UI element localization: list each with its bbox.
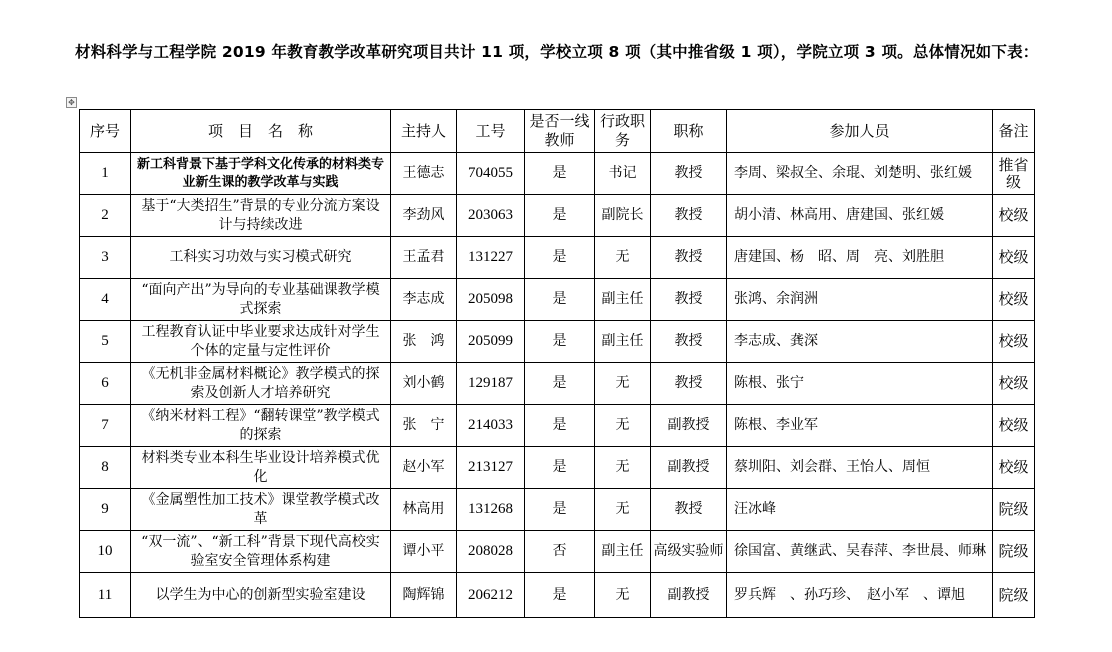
- cell-admin-role: 副主任: [595, 531, 651, 573]
- cell-admin-role: 无: [595, 447, 651, 489]
- cell-host: 赵小军: [391, 447, 457, 489]
- cell-note: 推省级: [993, 153, 1035, 195]
- cell-staff-id: 129187: [457, 363, 525, 405]
- cell-frontline: 是: [525, 363, 595, 405]
- cell-index: 3: [80, 237, 131, 279]
- cell-admin-role: 无: [595, 237, 651, 279]
- cell-host: 张 宁: [391, 405, 457, 447]
- header-title: 职称: [651, 110, 727, 153]
- cell-note: 校级: [993, 363, 1035, 405]
- cell-index: 9: [80, 489, 131, 531]
- cell-note: 校级: [993, 195, 1035, 237]
- table-row: [80, 447, 1035, 489]
- cell-staff-id: 131268: [457, 489, 525, 531]
- cell-project-name: 工科实习功效与实习模式研究: [131, 237, 391, 279]
- cell-members: 李志成、龚深: [727, 321, 993, 363]
- cell-staff-id: 214033: [457, 405, 525, 447]
- cell-members: 汪冰峰: [727, 489, 993, 531]
- cell-members: 蔡圳阳、刘会群、王怡人、周恒: [727, 447, 993, 489]
- cell-index: 2: [80, 195, 131, 237]
- cell-members: 胡小清、林高用、唐建国、张红媛: [727, 195, 993, 237]
- cell-host: 王孟君: [391, 237, 457, 279]
- cell-admin-role: 无: [595, 405, 651, 447]
- cell-index: 8: [80, 447, 131, 489]
- cell-note: 校级: [993, 237, 1035, 279]
- cell-members: 唐建国、杨 昭、周 亮、刘胜胆: [727, 237, 993, 279]
- cell-admin-role: 无: [595, 489, 651, 531]
- cell-staff-id: 203063: [457, 195, 525, 237]
- cell-members: 罗兵辉 、孙巧珍、 赵小军 、谭旭: [727, 573, 993, 618]
- cell-host: 张 鸿: [391, 321, 457, 363]
- cell-frontline: 是: [525, 153, 595, 195]
- cell-members: 李周、梁叔全、余琨、刘楚明、张红媛: [727, 153, 993, 195]
- cell-index: 10: [80, 531, 131, 573]
- table-header-row: [80, 110, 1035, 153]
- cell-frontline: 否: [525, 531, 595, 573]
- move-handle-icon[interactable]: ✥: [66, 97, 77, 108]
- intro-paragraph: 材料科学与工程学院 2019 年教育教学改革研究项目共计 11 项，学校立项 8 项（其中推省级 1 项），学院立项 3 项。总体情况如下表：: [75, 43, 1039, 61]
- table-row: [80, 279, 1035, 321]
- cell-host: 王德志: [391, 153, 457, 195]
- cell-index: 1: [80, 153, 131, 195]
- header-host: 主持人: [391, 110, 457, 153]
- cell-frontline: 是: [525, 195, 595, 237]
- cell-staff-id: 131227: [457, 237, 525, 279]
- cell-frontline: 是: [525, 279, 595, 321]
- cell-title: 教授: [651, 237, 727, 279]
- projects-table: [79, 109, 1035, 618]
- cell-title: 副教授: [651, 447, 727, 489]
- cell-frontline: 是: [525, 447, 595, 489]
- cell-project-name: “双一流”、“新工科”背景下现代高校实验室安全管理体系构建: [131, 531, 391, 573]
- cell-members: 徐国富、黄继武、吴春萍、李世晨、师琳: [727, 531, 993, 573]
- cell-note: 院级: [993, 573, 1035, 618]
- cell-members: 陈根、张宁: [727, 363, 993, 405]
- cell-project-name: “面向产出”为导向的专业基础课教学模式探索: [131, 279, 391, 321]
- table-row: [80, 573, 1035, 618]
- header-admin: 行政职务: [595, 110, 651, 153]
- cell-frontline: 是: [525, 321, 595, 363]
- cell-staff-id: 206212: [457, 573, 525, 618]
- cell-frontline: 是: [525, 237, 595, 279]
- cell-host: 李劲风: [391, 195, 457, 237]
- table-row: [80, 363, 1035, 405]
- cell-admin-role: 无: [595, 363, 651, 405]
- cell-note: 院级: [993, 489, 1035, 531]
- cell-admin-role: 书记: [595, 153, 651, 195]
- cell-host: 林高用: [391, 489, 457, 531]
- cell-index: 7: [80, 405, 131, 447]
- table-row: [80, 489, 1035, 531]
- cell-admin-role: 副主任: [595, 279, 651, 321]
- cell-staff-id: 205098: [457, 279, 525, 321]
- cell-staff-id: 704055: [457, 153, 525, 195]
- cell-staff-id: 213127: [457, 447, 525, 489]
- cell-staff-id: 205099: [457, 321, 525, 363]
- cell-note: 校级: [993, 321, 1035, 363]
- table-row: [80, 237, 1035, 279]
- cell-title: 教授: [651, 363, 727, 405]
- cell-project-name: 《金属塑性加工技术》课堂教学模式改革: [131, 489, 391, 531]
- cell-project-name: 材料类专业本科生毕业设计培养模式优化: [131, 447, 391, 489]
- cell-host: 陶辉锦: [391, 573, 457, 618]
- cell-title: 教授: [651, 489, 727, 531]
- header-index: 序号: [80, 110, 131, 153]
- cell-project-name: 《无机非金属材料概论》教学模式的探索及创新人才培养研究: [131, 363, 391, 405]
- cell-admin-role: 副主任: [595, 321, 651, 363]
- cell-title: 副教授: [651, 405, 727, 447]
- cell-frontline: 是: [525, 405, 595, 447]
- cell-host: 李志成: [391, 279, 457, 321]
- table-row: [80, 531, 1035, 573]
- cell-host: 谭小平: [391, 531, 457, 573]
- cell-project-name: 工程教育认证中毕业要求达成针对学生个体的定量与定性评价: [131, 321, 391, 363]
- header-id: 工号: [457, 110, 525, 153]
- cell-host: 刘小鹤: [391, 363, 457, 405]
- cell-members: 陈根、李业军: [727, 405, 993, 447]
- cell-title: 高级实验师: [651, 531, 727, 573]
- header-members: 参加人员: [727, 110, 993, 153]
- cell-index: 6: [80, 363, 131, 405]
- cell-members: 张鸿、余润洲: [727, 279, 993, 321]
- cell-index: 5: [80, 321, 131, 363]
- cell-admin-role: 无: [595, 573, 651, 618]
- table-row: [80, 153, 1035, 195]
- table-row: [80, 321, 1035, 363]
- cell-title: 教授: [651, 195, 727, 237]
- table-row: [80, 195, 1035, 237]
- cell-title: 教授: [651, 279, 727, 321]
- cell-project-name: 基于“大类招生”背景的专业分流方案设计与持续改进: [131, 195, 391, 237]
- cell-staff-id: 208028: [457, 531, 525, 573]
- cell-index: 4: [80, 279, 131, 321]
- cell-title: 教授: [651, 153, 727, 195]
- cell-note: 校级: [993, 405, 1035, 447]
- cell-project-name: 《纳米材料工程》“翻转课堂”教学模式的探索: [131, 405, 391, 447]
- cell-admin-role: 副院长: [595, 195, 651, 237]
- cell-frontline: 是: [525, 489, 595, 531]
- cell-note: 校级: [993, 279, 1035, 321]
- cell-project-name: 新工科背景下基于学科文化传承的材料类专业新生课的教学改革与实践: [131, 153, 391, 195]
- header-name: 项 目 名 称: [131, 110, 391, 153]
- cell-note: 院级: [993, 531, 1035, 573]
- cell-project-name: 以学生为中心的创新型实验室建设: [131, 573, 391, 618]
- cell-frontline: 是: [525, 573, 595, 618]
- header-frontline: 是否一线教师: [525, 110, 595, 153]
- cell-title: 教授: [651, 321, 727, 363]
- cell-note: 校级: [993, 447, 1035, 489]
- cell-index: 11: [80, 573, 131, 618]
- table-row: [80, 405, 1035, 447]
- header-note: 备注: [993, 110, 1035, 153]
- cell-title: 副教授: [651, 573, 727, 618]
